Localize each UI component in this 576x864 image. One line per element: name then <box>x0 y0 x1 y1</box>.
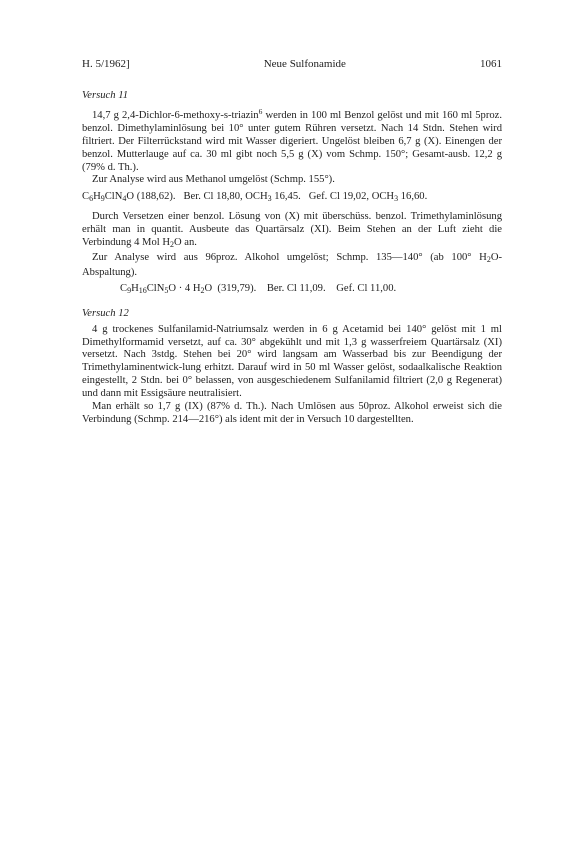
subscript: 2 <box>200 285 205 295</box>
subscript: 3 <box>394 194 399 204</box>
subscript: 9 <box>127 285 132 295</box>
subscript: 4 <box>122 194 127 204</box>
text-run: O-Abspaltung). <box>82 251 502 278</box>
formula-part: 16,60. <box>398 191 428 203</box>
text-run: O an. <box>173 237 197 249</box>
text-run: Durch Versetzen einer benzol. Lösung von (X) mit überschüss. benzol. Trimethylaminlösung erhält man in quantit. Ausbeute das Quartärsalz (XI). Beim Stehen an der Luft zieht die Verbindung 4 Mol H <box>82 211 502 249</box>
section-versuch-11 <box>82 90 502 298</box>
paragraph: 4 g trockenes Sulfanilamid-Natriumsalz werden in 6 g Acetamid bei 140° gelöst mit 1 ml Dimethylformamid versetzt, auf ca. 30° abgekühlt und mit 1,3 g wasserfreiem Quartärsalz (XI) versetzt. Nach 3stdg. Stehen bei 20° wird langsam am Wasserbad bis zur Beendigung der Trimethylaminentwick-lung erhitzt. Darauf wird in 50 ml Wasser gelöst, sodaalkalische Reaktion eingestellt, 2 Stdn. bei 0° belassen, von ausgeschiedenem Sulfanilamid filtriert (2,0 g Regenerat) und dann mit Essigsäure neutralisiert. <box>82 323 502 400</box>
formula-part: C <box>82 191 90 203</box>
subscript: 2 <box>486 254 491 264</box>
section-heading: Versuch 12 <box>82 307 129 319</box>
journal-issue: H. 5/1962] <box>82 58 130 70</box>
paragraph <box>82 211 502 252</box>
paragraph <box>82 106 502 175</box>
formula-part: C <box>120 282 128 294</box>
analysis-formula <box>82 191 502 206</box>
section-heading: Versuch 11 <box>82 90 128 101</box>
subscript: 9 <box>100 194 105 204</box>
text-run: werden in 100 ml Benzol gelöst und mit 160 ml 5proz. benzol. Dimethylaminlösung bei 10° unter gutem Rühren versetzt. Nach 14 Stdn. Stehen wird filtriert. Der Filterrückstand wird mit Wasser digeriert. Ungelöst bleiben 6,7 g (X). Einengen der benzol. Mutterlauge auf ca. 30 ml gibt noch 5,5 g (X) vom Schmp. 150°; Gesamt-ausb. 12,2 g (79% d. Th.). <box>82 109 503 173</box>
subscript: 2 <box>169 240 174 250</box>
subscript: 5 <box>164 285 169 295</box>
formula-part: 16,45. Gef. Cl 19,02, OCH <box>271 191 395 203</box>
running-header <box>82 58 502 72</box>
formula-part: H <box>93 191 101 203</box>
formula-part: O (188,62). Ber. Cl 18,80, OCH <box>126 191 268 203</box>
formula-part: O (319,79). Ber. Cl 11,09. Gef. Cl 11,00. <box>204 282 397 294</box>
text-run: Zur Analyse wird aus 96proz. Alkohol umgelöst; Schmp. 135—140° (ab 100° H <box>92 251 487 263</box>
paragraph: Zur Analyse wird aus Methanol umgelöst (Schmp. 155°). <box>92 174 335 186</box>
formula-part: H <box>131 282 139 294</box>
formula-part: O · 4 H <box>168 282 201 294</box>
section-versuch-12 <box>82 308 502 427</box>
footnote-ref: 6 <box>258 106 263 116</box>
subscript: 16 <box>138 285 147 295</box>
page-number: 1061 <box>479 58 502 70</box>
paragraph <box>82 252 502 280</box>
paragraph: Man erhält so 1,7 g (IX) (87% d. Th.). Nach Umlösen aus 50proz. Alkohol erweist sich die Verbindung (Schmp. 214—216°) als ident mit der in Versuch 10 dargestellten. <box>82 401 502 425</box>
text-run: 14,7 g 2,4-Dichlor-6-methoxy-s-triazin <box>92 109 259 121</box>
subscript: 6 <box>89 194 94 204</box>
formula-part: ClN <box>146 282 165 294</box>
formula-part: ClN <box>104 191 123 203</box>
analysis-formula <box>82 283 502 298</box>
document-page <box>82 58 502 427</box>
subscript: 3 <box>267 194 272 204</box>
running-title: Neue Sulfonamide <box>263 58 346 70</box>
